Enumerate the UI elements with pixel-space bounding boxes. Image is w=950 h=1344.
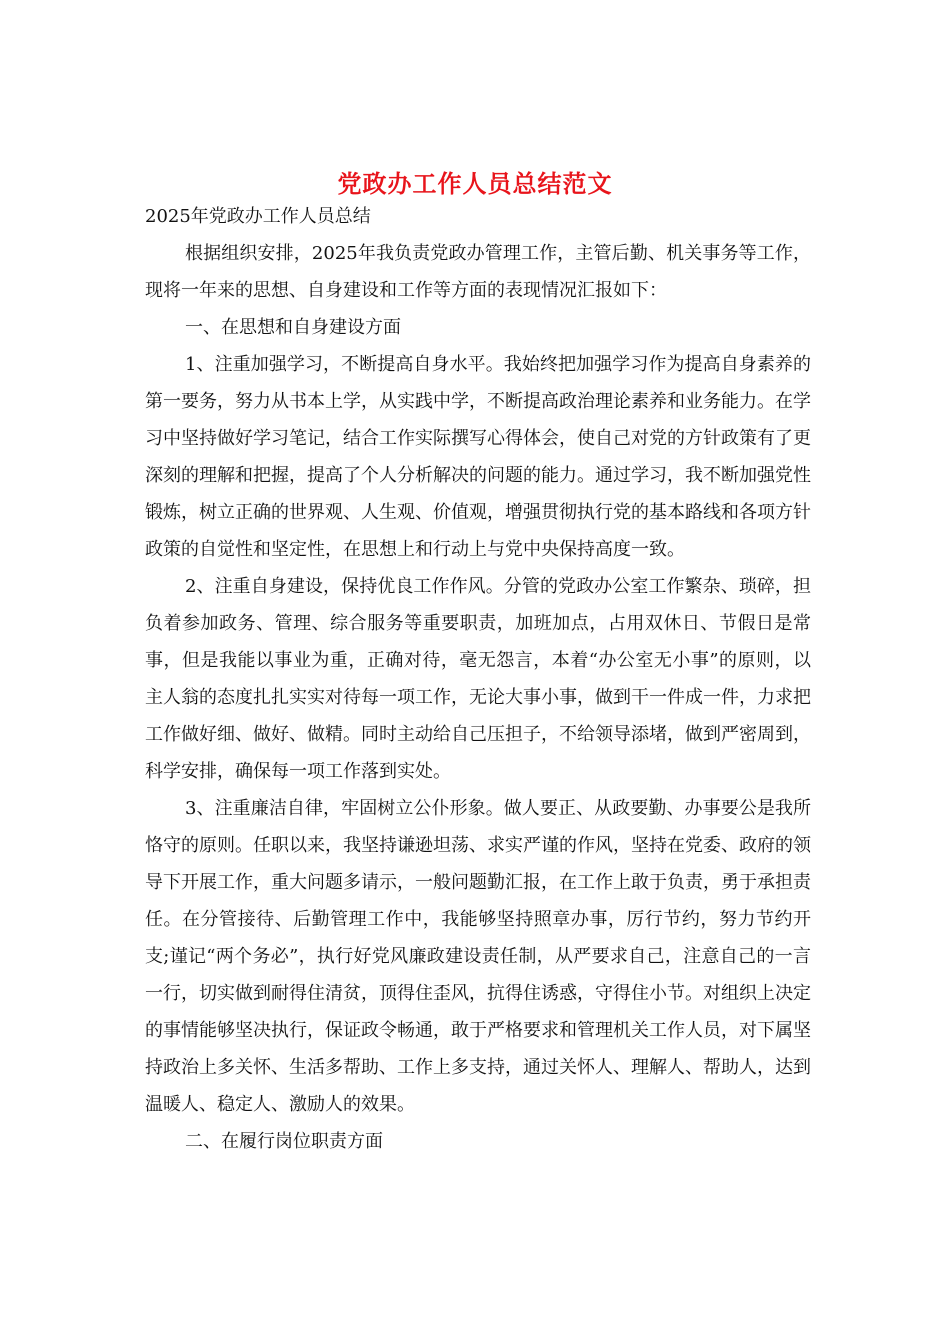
- section-heading-2: 二、在履行岗位职责方面: [185, 1131, 383, 1152]
- section-heading-1: 一、在思想和自身建设方面: [185, 317, 401, 338]
- paragraph-intro: 根据组织安排，2025年我负责党政办管理工作，主管后勤、机关事务等工作，现将一年来的思想、自身建设和工作等方面的表现情况汇报如下：: [145, 243, 811, 301]
- document-subtitle: 2025年党政办工作人员总结: [145, 206, 371, 227]
- paragraph-2: 2、注重自身建设，保持优良工作作风。分管的党政办公室工作繁杂、琐碎，担负着参加政务、管理、综合服务等重要职责，加班加点，占用双休日、节假日是常事，但是我能以事业为重，正确对待，毫无怨言，本着“办公室无小事”的原则，以主人翁的态度扎扎实实对待每一项工作，无论大事小事，做到干一件成一件，力求把工作做好细、做好、做精。同时主动给自己压担子，不给领导添堵，做到严密周到，科学安排，确保每一项工作落到实处。: [145, 576, 811, 782]
- document-body: [145, 198, 811, 1160]
- paragraph-1: 1、注重加强学习，不断提高自身水平。我始终把加强学习作为提高自身素养的第一要务，努力从书本上学，从实践中学，不断提高政治理论素养和业务能力。在学习中坚持做好学习笔记，结合工作实际撰写心得体会，使自己对党的方针政策有了更深刻的理解和把握，提高了个人分析解决的问题的能力。通过学习，我不断加强党性锻炼，树立正确的世界观、人生观、价值观，增强贯彻执行党的基本路线和各项方针政策的自觉性和坚定性，在思想上和行动上与党中央保持高度一致。: [145, 354, 811, 560]
- paragraph-3: 3、注重廉洁自律，牢固树立公仆形象。做人要正、从政要勤、办事要公是我所恪守的原则。任职以来，我坚持谦逊坦荡、求实严谨的作风，坚持在党委、政府的领导下开展工作，重大问题多请示，一般问题勤汇报，在工作上敢于负责，勇于承担责任。在分管接待、后勤管理工作中，我能够坚持照章办事，厉行节约，努力节约开支;谨记“两个务必”，执行好党风廉政建设责任制，从严要求自己，注意自己的一言一行，切实做到耐得住清贫，顶得住歪风，抗得住诱惑，守得住小节。对组织上决定的事情能够坚决执行，保证政令畅通，敢于严格要求和管理机关工作人员，对下属坚持政治上多关怀、生活多帮助、工作上多支持，通过关怀人、理解人、帮助人，达到温暖人、稳定人、激励人的效果。: [145, 798, 811, 1115]
- document-title: 党政办工作人员总结范文: [337, 170, 613, 199]
